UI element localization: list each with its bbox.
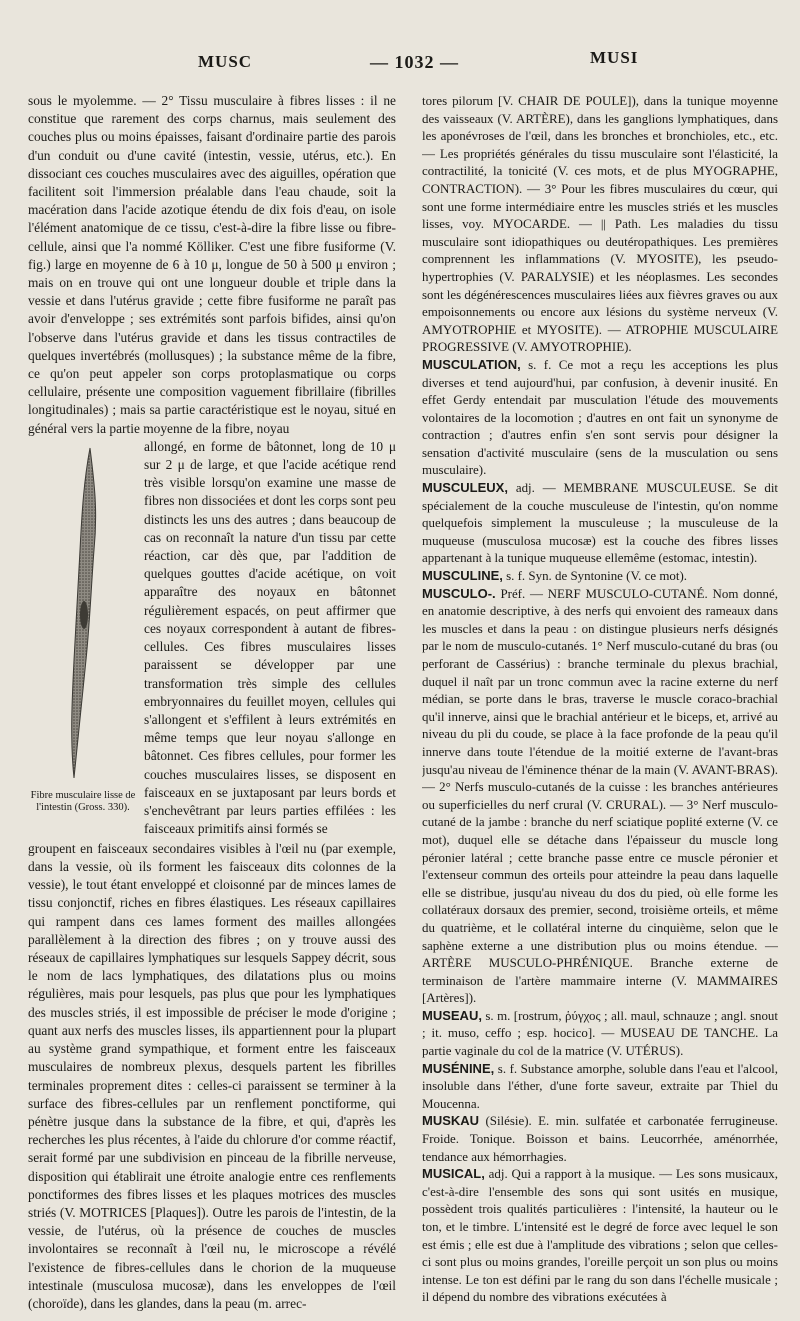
left-column — [28, 92, 396, 1314]
left-rest-paragraph: groupent en faisceaux secondaires visibles à l'œil nu (par exemple, dans la vessie, où ils forment les faisceaux dits colonnes de la vessie), le tout étant enveloppé et cloisonné par de minces lames de tissu conjonctif, riches en fibres élastiques. Les réseaux capillaires qui rampent dans ces lames forment des mailles allongées parallèlement à la direction des fibres ; on y trouve aussi des réseaux de capillaires lymphatiques sur lesquels Sappey décrit, sous le nom de lacs lymphatiques, des dilatations plus ou moins régulières, mais pour lesquels, pas plus que pour les lymphatiques des muscles striés, il est impossible de préciser le mode d'origine ; quant aux nerfs des muscles lisses, ils appartiennent pour la plupart au système grand sympathique, et forment entre les faisceaux musculaires de nombreux plexus, desquels partent les fibrilles terminales proprement dites : celles-ci paraissent se terminer à la surface des fibres-cellules par un renflement ponctiforme, qui pénètre jusque dans la substance de la fibre, et qui, d'après les recherches les plus récentes, à l'aide du chlorure d'or comme réactif, serait formé par une subdivision en pinceau de la fibrille nerveuse, disposition qui établirait une étroite analogie entre ces renflements ponctiformes des fibres lisses et les plaques motrices des muscles striés (V. MOTRICES [Plaques]). Outre les parois de l'intestin, de la vessie, de l'utérus, où la présence de couches de muscles involontaires se reconnaît à l'œil nu, le microscope a révélé l'existence de fibres-cellules dans le chorion de la muqueuse intestinale (musculosa mucosæ), dans les enveloppes de l'œil (choroïde), dans les glandes, dans la peau (m. arrec- — [28, 840, 396, 1311]
left-intro-paragraph: sous le myolemme. — 2° Tissu musculaire à fibres lisses : il ne constitue que rarement des corps charnus, mais seulement des couches plus ou moins épaisses, faisant d'ordinaire partie des parois d'un conduit ou d'une cavité (intestin, vessie, utérus, etc.). En dissociant ces couches musculaires avec des aiguilles, opération que facilitent soit l'immersion préalable dans l'eau chaude, soit la macération dans l'acide azotique étendu de dix fois d'eau, on isole l'élément anatomique de ce tissu, c'est-à-dire la fibre lisse ou fibre-cellule, ainsi que l'a nommé Kölliker. C'est une fibre fusiforme (V. fig.) large en moyenne de 6 à 10 μ, longue de 50 à 500 μ environ ; mais on en trouve qui ont une longueur double et triple dans la vessie et dans l'utérus gravide ; cette fibre fusiforme ne paraît pas avoir d'enveloppe ; ses extrémités sont parfois bifides, ainsi qu'on l'observe dans l'utérus gravide et dans les tissus contractiles de quelques invertébrés (mollusques) ; la substance même de la fibre, ce qu'on peut appeler son corps protoplasmatique ou corps cellulaire, présente une composition vaguement fibrillaire (fibrilles longitudinales) ; mais sa partie caractéristique est le noyau, situé en général vers la partie moyenne de la fibre, noyau — [28, 93, 396, 436]
entry-title: MUSICAL, — [422, 1166, 485, 1182]
left-beside-figure-paragraph: allongé, en forme de bâtonnet, long de 10 μ sur 2 μ de large, et que l'acide acétique rend très visible lorsqu'on examine une masse de fibres non dissociées et dont les corps sont peu distincts les uns des autres ; dans beaucoup de cas on reconnaît la nature d'un tissu par cette réaction, car dès que, par l'addition de quelques gouttes d'acide acétique, on voit apparaître des noyaux en bâtonnet régulièrement espacés, on peut affirmer que ces noyaux correspondent à autant de fibres-cellules. Ces fibres musculaires lisses paraissent se développer par une transformation très simple des cellules embryonnaires du feuillet moyen, cellules qui s'allongent et s'effilent à leurs extrémités en même temps que leur noyau s'allonge en bâtonnet. Ces fibres cellules, pour former les couches musculaires lisses, se disposent en faisceaux en se juxtaposant par leurs bords et s'enchevêtrant par leurs parties effilées : les faisceaux primitifs ainsi formés se — [144, 438, 396, 837]
running-head-left: MUSC — [198, 52, 253, 71]
running-head-right: MUSI — [590, 48, 639, 67]
smooth-muscle-fiber-illustration — [28, 440, 138, 785]
entry-text: (Silésie). E. min. sulfatée et carbonatée ferrugineuse. Froide. Tonique. Boisson et bains. Leucorrhée, aménorrhée, tendance aux hémorrhagies. — [422, 1113, 778, 1164]
entry-muskau — [422, 1112, 778, 1165]
figure-caption: Fibre musculaire lisse de l'intestin (Gross. 330). — [30, 789, 136, 813]
entry-museau — [422, 1007, 778, 1060]
page-number: — 1032 — — [370, 52, 459, 72]
entry-title: MUSCULO-. — [422, 585, 496, 601]
entry-text: s. f. Substance amorphe, soluble dans l'eau et l'alcool, insoluble dans l'éther, d'une forte saveur, extraite par Thiel du Moucenna. — [422, 1060, 778, 1111]
entry-title: MUSKAU — [422, 1113, 480, 1129]
entry-musculine — [422, 567, 778, 585]
entry-text: s. f. Ce mot a reçu les acceptions les plus diverses et tend aujourd'hui, par confusion, à devenir inusité. En effet Gerdy entendait par musculation l'étude des mouvements volontaires de la locomotion ; d'autres en ont fait un synonyme de contraction ; d'autres enfin s'en sont servis pour désigner la sensation d'activité musculaire (sens de la musculation ou sens musculaire). — [422, 356, 778, 478]
entry-title: MUSCULINE, — [422, 568, 503, 584]
muscle-fiber-figure — [28, 440, 138, 840]
entry-title: MUSCULEUX, — [422, 480, 508, 496]
entry-musculeux — [422, 479, 778, 567]
entry-musculation — [422, 356, 778, 479]
entry-text: s. f. Syn. de Syntonine (V. ce mot). — [506, 568, 687, 584]
entry-title: MUSEAU, — [422, 1007, 482, 1023]
entry-musical — [422, 1165, 778, 1306]
entry-text: adj. Qui a rapport à la musique. — Les sons musicaux, c'est-à-dire l'ensemble des sons qui sont usités en musique, possèdent trois qualités particulières : l'intensité, la hauteur ou le ton, et le timbre. L'intensité est le degré de force avec lequel le son est émis ; elle est due à l'amplitude des vibrations ; selon que celles-ci sont plus ou moins grandes, l'oreille perçoit un son plus ou moins intense. Le ton est défini par le rang du son dans l'échelle musicale ; il dépend du nombre des vibrations exécutées à — [422, 1166, 778, 1305]
entry-text: adj. — MEMBRANE MUSCULEUSE. Se dit spécialement de la couche musculeuse de l'intestin, qu'on nomme quelquefois simplement la musculeuse ; la musculeuse de la muqueuse (musculosa mucosæ) est la couche des fibres lisses appartenant à la tunique muqueuse ellemême (estomac, intestin). — [422, 480, 778, 566]
entry-title: MUSÉNINE, — [422, 1060, 495, 1076]
right-column — [422, 92, 778, 1314]
entry-text: Préf. — NERF MUSCULO-CUTANÉ. Nom donné, en anatomie descriptive, à des nerfs qui envoient des rameaux dans les muscles et dans la peau : on distingue plusieurs nerfs désignés par le nom de musculo-cutanés. 1° Nerf musculo-cutané du bras (ou perforant de Cassérius) : branche terminale du plexus brachial, duquel il naît par un tronc commun avec la racine externe du nerf médian, se porte dans le bras, traverse le muscle coraco-brachial qu'il innerve, ainsi que le brachial antérieur et le biceps, et, arrivé au niveau du pli du coude, se place à la face profonde de la peau qu'il innerve dans toute l'étendue de la moitié externe de l'avant-bras jusqu'au niveau de l'éminence thénar de la main (V. AVANT-BRAS). — 2° Nerfs musculo-cutanés de la cuisse : les branches antérieures ou superficielles du nerf crural (V. CRURAL). — 3° Nerf musculo-cutané de la jambe : branche du nerf sciatique poplité externe (V. ce mot), duquel elle se détache dans l'épaisseur du muscle long péronier latéral ; cette branche passe entre ce muscle péronier et l'extenseur commun des orteils pour atteindre la peau dans laquelle elle se distribue, jusqu'au niveau du dos du pied, où elle forme les collatéraux dorsaux des premier, second, troisième orteils, et même du quatrième, et le collatéral interne du cinquième, selon que le saphène externe a une distribution plus ou moins étendue. — ARTÈRE MUSCULO-PHRÉNIQUE. Branche externe de terminaison de l'artère mammaire interne (V. MAMMAIRES [Artères]). — [422, 585, 778, 1006]
entry-title: MUSCULATION, — [422, 356, 521, 372]
right-continuation-paragraph: tores pilorum [V. CHAIR DE POULE]), dans la tunique moyenne des vaisseaux (V. ARTÈRE), dans les ganglions lymphatiques, dans les aponévroses de l'œil, dans les bronches et bronchioles, etc., etc. — Les propriétés générales du tissu musculaire sont l'élasticité, la contractilité, la tonicité (V. ces mots, et de plus MYOGRAPHE, CONTRACTION). — 3° Pour les fibres musculaires du cœur, qui sont une forme intermédiaire entre les muscles striés et les muscles lisses, voy. MYOCARDE. — || Path. Les maladies du tissu musculaire sont idiopathiques ou deutéropathiques. Les premières comprennent les inflammations (V. MYOSITE), les pseudo-hypertrophies (V. PARALYSIE) et les néoplasmes. Les secondes sont les dégénérescences musculaires liées aux fièvres graves ou aux empoisonnements ou encore aux lésions du système nerveux (V. AMYOTROPHIE et MYOSITE). — ATROPHIE MUSCULAIRE PROGRESSIVE (V. AMYOTROPHIE). — [422, 93, 778, 355]
entry-musculo — [422, 585, 778, 1007]
entry-text: s. m. [rostrum, ῥύγχος ; all. maul, schnauze ; angl. snout ; it. muso, ceffo ; esp. hocico]. — MUSEAU DE TANCHE. La partie vaginale du col de la matrice (V. UTÉRUS). — [422, 1007, 778, 1059]
entry-musenine — [422, 1060, 778, 1113]
